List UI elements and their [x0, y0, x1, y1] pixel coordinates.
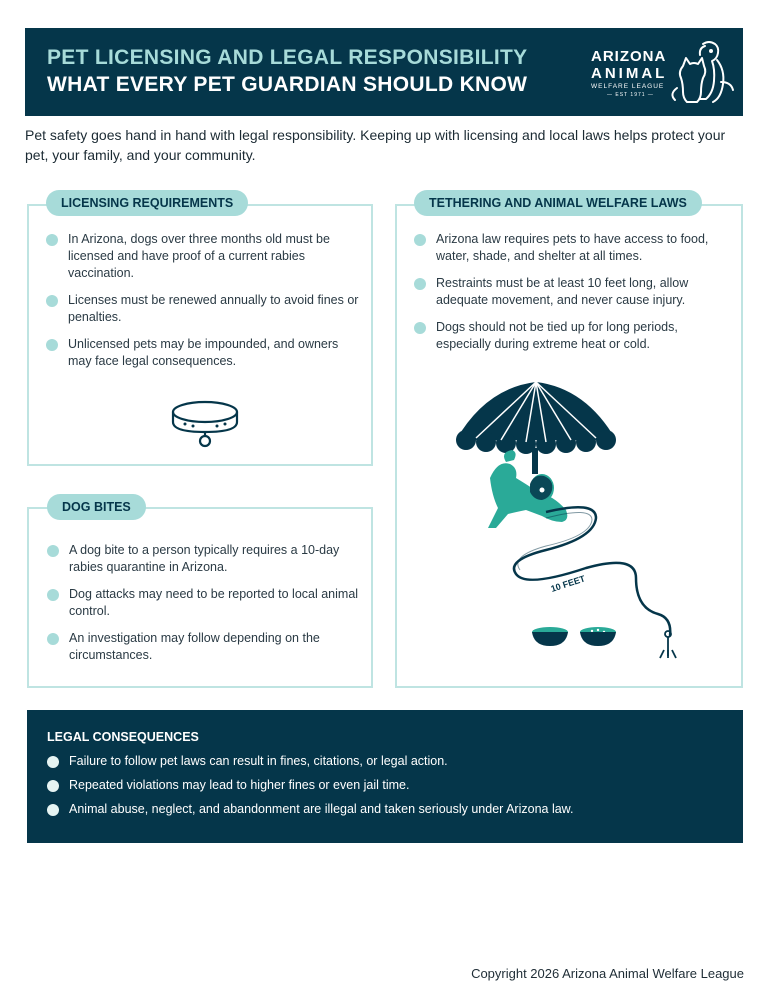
logo-text-est: — EST 1971 — — [607, 92, 654, 98]
leash-length-label: 10 FEET — [549, 573, 587, 594]
tethering-list — [414, 231, 732, 363]
copyright-text: Copyright 2026 Arizona Animal Welfare League — [471, 966, 744, 981]
list-item: Dog attacks may need to be reported to local animal control. — [47, 586, 363, 620]
list-item: An investigation may follow depending on the circumstances. — [47, 630, 363, 664]
logo-text-animal: ANIMAL — [591, 65, 668, 82]
dog-under-umbrella-illustration — [446, 378, 686, 668]
licensing-list — [46, 231, 362, 380]
list-item: Failure to follow pet laws can result in fines, citations, or legal action. — [47, 753, 727, 770]
list-item: Arizona law requires pets to have access to food, water, shade, and shelter at all times. — [414, 231, 732, 265]
list-item: In Arizona, dogs over three months old must be licensed and have proof of a current rabies vaccination. — [46, 231, 362, 282]
licensing-heading: LICENSING REQUIREMENTS — [46, 190, 248, 216]
header-banner — [25, 28, 743, 116]
list-item: Repeated violations may lead to higher fines or even jail time. — [47, 777, 727, 794]
dog-bites-heading: DOG BITES — [47, 494, 146, 520]
dog-bites-list — [47, 542, 363, 674]
logo-text-welfare-league: WELFARE LEAGUE — [591, 83, 665, 90]
list-item: Dogs should not be tied up for long periods, especially during extreme heat or cold. — [414, 319, 732, 353]
list-item: Licenses must be renewed annually to avoid fines or penalties. — [46, 292, 362, 326]
dog-and-cat-logo-icon — [659, 38, 739, 108]
legal-consequences-section — [27, 710, 743, 843]
list-item: Restraints must be at least 10 feet long, allow adequate movement, and never cause injury. — [414, 275, 732, 309]
list-item: A dog bite to a person typically requires a 10-day rabies quarantine in Arizona. — [47, 542, 363, 576]
page-title-line1: PET LICENSING AND LEGAL RESPONSIBILITY — [47, 46, 528, 69]
organization-logo — [591, 38, 741, 108]
logo-text-arizona: ARIZONA — [591, 48, 667, 65]
list-item: Animal abuse, neglect, and abandonment are illegal and taken seriously under Arizona law. — [47, 801, 727, 818]
intro-paragraph: Pet safety goes hand in hand with legal responsibility. Keeping up with licensing and local laws helps protect your pet, your family, and your community. — [25, 127, 726, 163]
tethering-heading: TETHERING AND ANIMAL WELFARE LAWS — [414, 190, 702, 216]
list-item: Unlicensed pets may be impounded, and owners may face legal consequences. — [46, 336, 362, 370]
legal-consequences-list — [47, 753, 727, 825]
dog-collar-icon — [170, 398, 240, 448]
page-title-line2: WHAT EVERY PET GUARDIAN SHOULD KNOW — [47, 73, 528, 96]
legal-consequences-heading: LEGAL CONSEQUENCES — [47, 730, 199, 744]
